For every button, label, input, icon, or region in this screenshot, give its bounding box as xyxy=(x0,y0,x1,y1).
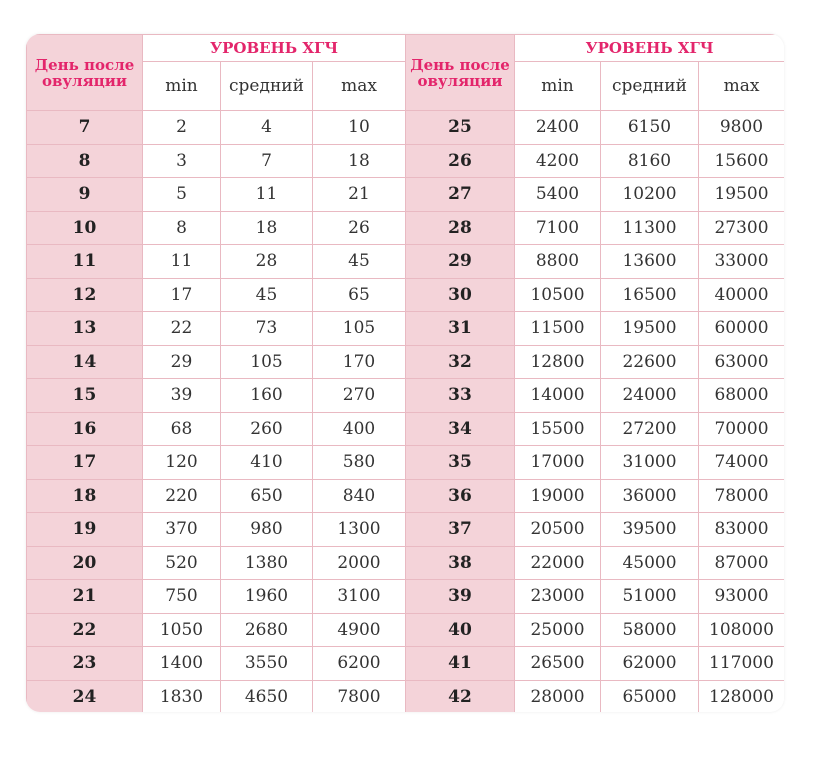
avg-cell-left: 7 xyxy=(221,144,313,178)
max-cell-left: 840 xyxy=(313,479,406,513)
min-cell-left: 750 xyxy=(143,580,221,614)
min-cell-right: 14000 xyxy=(515,379,601,413)
min-cell-left: 11 xyxy=(143,245,221,279)
hcg-table-card xyxy=(26,34,784,712)
table-row xyxy=(27,546,785,580)
max-cell-left: 10 xyxy=(313,111,406,145)
min-cell-left: 2 xyxy=(143,111,221,145)
min-cell-left: 17 xyxy=(143,278,221,312)
max-cell-left: 6200 xyxy=(313,647,406,681)
avg-cell-right: 65000 xyxy=(601,680,699,712)
avg-cell-right: 11300 xyxy=(601,211,699,245)
max-cell-left: 580 xyxy=(313,446,406,480)
avg-cell-left: 2680 xyxy=(221,613,313,647)
day-cell-right: 32 xyxy=(406,345,515,379)
max-cell-left: 4900 xyxy=(313,613,406,647)
min-cell-right: 4200 xyxy=(515,144,601,178)
min-cell-right: 20500 xyxy=(515,513,601,547)
table-row xyxy=(27,613,785,647)
min-cell-right: 8800 xyxy=(515,245,601,279)
table-row xyxy=(27,513,785,547)
day-cell-left: 10 xyxy=(27,211,143,245)
day-cell-right: 35 xyxy=(406,446,515,480)
table-body xyxy=(27,111,785,713)
max-cell-left: 2000 xyxy=(313,546,406,580)
min-cell-right: 23000 xyxy=(515,580,601,614)
min-header-right: min xyxy=(515,62,601,111)
day-cell-right: 25 xyxy=(406,111,515,145)
table-row xyxy=(27,111,785,145)
avg-cell-left: 410 xyxy=(221,446,313,480)
min-cell-right: 7100 xyxy=(515,211,601,245)
avg-cell-left: 45 xyxy=(221,278,313,312)
min-cell-right: 26500 xyxy=(515,647,601,681)
min-cell-right: 25000 xyxy=(515,613,601,647)
table-row xyxy=(27,580,785,614)
max-cell-right: 15600 xyxy=(699,144,785,178)
avg-cell-left: 105 xyxy=(221,345,313,379)
day-cell-right: 34 xyxy=(406,412,515,446)
table-row xyxy=(27,345,785,379)
day-cell-left: 7 xyxy=(27,111,143,145)
max-cell-left: 21 xyxy=(313,178,406,212)
min-cell-right: 5400 xyxy=(515,178,601,212)
avg-cell-right: 8160 xyxy=(601,144,699,178)
day-cell-left: 8 xyxy=(27,144,143,178)
min-cell-left: 5 xyxy=(143,178,221,212)
max-cell-left: 18 xyxy=(313,144,406,178)
max-cell-left: 3100 xyxy=(313,580,406,614)
avg-cell-right: 39500 xyxy=(601,513,699,547)
avg-cell-left: 160 xyxy=(221,379,313,413)
min-header-left: min xyxy=(143,62,221,111)
min-cell-left: 520 xyxy=(143,546,221,580)
max-cell-right: 68000 xyxy=(699,379,785,413)
max-cell-right: 19500 xyxy=(699,178,785,212)
min-cell-left: 29 xyxy=(143,345,221,379)
day-cell-left: 15 xyxy=(27,379,143,413)
max-cell-right: 128000 xyxy=(699,680,785,712)
min-cell-left: 68 xyxy=(143,412,221,446)
avg-header-left: средний xyxy=(221,62,313,111)
avg-cell-left: 980 xyxy=(221,513,313,547)
day-cell-right: 27 xyxy=(406,178,515,212)
max-cell-left: 65 xyxy=(313,278,406,312)
day-cell-left: 21 xyxy=(27,580,143,614)
max-cell-right: 60000 xyxy=(699,312,785,346)
day-cell-left: 16 xyxy=(27,412,143,446)
min-cell-left: 39 xyxy=(143,379,221,413)
day-cell-left: 23 xyxy=(27,647,143,681)
avg-cell-left: 4650 xyxy=(221,680,313,712)
table-row xyxy=(27,144,785,178)
avg-cell-right: 22600 xyxy=(601,345,699,379)
max-cell-right: 74000 xyxy=(699,446,785,480)
max-cell-right: 70000 xyxy=(699,412,785,446)
level-header-right: УРОВЕНЬ ХГЧ xyxy=(515,35,785,62)
day-header-right: День после овуляции xyxy=(406,35,515,111)
day-cell-right: 36 xyxy=(406,479,515,513)
table-row xyxy=(27,412,785,446)
max-cell-right: 9800 xyxy=(699,111,785,145)
avg-cell-right: 36000 xyxy=(601,479,699,513)
header-row-top xyxy=(27,35,785,62)
avg-cell-left: 28 xyxy=(221,245,313,279)
max-cell-right: 117000 xyxy=(699,647,785,681)
table-row xyxy=(27,278,785,312)
day-cell-left: 17 xyxy=(27,446,143,480)
min-cell-right: 19000 xyxy=(515,479,601,513)
avg-header-right: средний xyxy=(601,62,699,111)
min-cell-left: 220 xyxy=(143,479,221,513)
max-cell-left: 26 xyxy=(313,211,406,245)
day-cell-left: 12 xyxy=(27,278,143,312)
table-row xyxy=(27,479,785,513)
day-cell-left: 9 xyxy=(27,178,143,212)
day-cell-left: 14 xyxy=(27,345,143,379)
day-cell-left: 18 xyxy=(27,479,143,513)
min-cell-left: 1830 xyxy=(143,680,221,712)
avg-cell-right: 24000 xyxy=(601,379,699,413)
max-cell-left: 170 xyxy=(313,345,406,379)
avg-cell-right: 31000 xyxy=(601,446,699,480)
max-cell-right: 63000 xyxy=(699,345,785,379)
day-cell-right: 42 xyxy=(406,680,515,712)
min-cell-left: 3 xyxy=(143,144,221,178)
avg-cell-right: 10200 xyxy=(601,178,699,212)
max-cell-right: 27300 xyxy=(699,211,785,245)
avg-cell-left: 3550 xyxy=(221,647,313,681)
max-cell-right: 33000 xyxy=(699,245,785,279)
day-cell-left: 11 xyxy=(27,245,143,279)
avg-cell-right: 27200 xyxy=(601,412,699,446)
max-cell-right: 93000 xyxy=(699,580,785,614)
min-cell-right: 17000 xyxy=(515,446,601,480)
max-cell-left: 400 xyxy=(313,412,406,446)
min-cell-right: 28000 xyxy=(515,680,601,712)
table-row xyxy=(27,647,785,681)
day-cell-left: 24 xyxy=(27,680,143,712)
max-cell-left: 7800 xyxy=(313,680,406,712)
avg-cell-left: 4 xyxy=(221,111,313,145)
table-row xyxy=(27,680,785,712)
min-cell-right: 10500 xyxy=(515,278,601,312)
avg-cell-left: 260 xyxy=(221,412,313,446)
day-cell-right: 33 xyxy=(406,379,515,413)
day-cell-right: 40 xyxy=(406,613,515,647)
table-row xyxy=(27,211,785,245)
day-cell-right: 29 xyxy=(406,245,515,279)
min-cell-left: 120 xyxy=(143,446,221,480)
max-header-left: max xyxy=(313,62,406,111)
max-cell-left: 270 xyxy=(313,379,406,413)
avg-cell-right: 19500 xyxy=(601,312,699,346)
max-cell-right: 78000 xyxy=(699,479,785,513)
level-header-left: УРОВЕНЬ ХГЧ xyxy=(143,35,406,62)
min-cell-left: 22 xyxy=(143,312,221,346)
min-cell-right: 2400 xyxy=(515,111,601,145)
avg-cell-right: 62000 xyxy=(601,647,699,681)
min-cell-left: 1400 xyxy=(143,647,221,681)
table-row xyxy=(27,178,785,212)
avg-cell-left: 1380 xyxy=(221,546,313,580)
avg-cell-right: 51000 xyxy=(601,580,699,614)
day-cell-left: 13 xyxy=(27,312,143,346)
day-cell-right: 39 xyxy=(406,580,515,614)
day-cell-right: 37 xyxy=(406,513,515,547)
max-cell-left: 1300 xyxy=(313,513,406,547)
day-cell-left: 19 xyxy=(27,513,143,547)
max-cell-right: 108000 xyxy=(699,613,785,647)
avg-cell-left: 650 xyxy=(221,479,313,513)
avg-cell-left: 11 xyxy=(221,178,313,212)
min-cell-right: 12800 xyxy=(515,345,601,379)
avg-cell-right: 13600 xyxy=(601,245,699,279)
min-cell-right: 15500 xyxy=(515,412,601,446)
table-row xyxy=(27,245,785,279)
max-header-right: max xyxy=(699,62,785,111)
day-cell-left: 22 xyxy=(27,613,143,647)
max-cell-right: 83000 xyxy=(699,513,785,547)
day-cell-right: 28 xyxy=(406,211,515,245)
day-header-left: День после овуляции xyxy=(27,35,143,111)
max-cell-right: 87000 xyxy=(699,546,785,580)
table-row xyxy=(27,312,785,346)
min-cell-left: 1050 xyxy=(143,613,221,647)
min-cell-left: 8 xyxy=(143,211,221,245)
max-cell-left: 45 xyxy=(313,245,406,279)
min-cell-right: 22000 xyxy=(515,546,601,580)
table-row xyxy=(27,379,785,413)
avg-cell-right: 16500 xyxy=(601,278,699,312)
day-cell-right: 30 xyxy=(406,278,515,312)
max-cell-right: 40000 xyxy=(699,278,785,312)
table-row xyxy=(27,446,785,480)
day-cell-right: 41 xyxy=(406,647,515,681)
day-cell-left: 20 xyxy=(27,546,143,580)
day-cell-right: 38 xyxy=(406,546,515,580)
day-cell-right: 26 xyxy=(406,144,515,178)
avg-cell-right: 58000 xyxy=(601,613,699,647)
avg-cell-right: 6150 xyxy=(601,111,699,145)
max-cell-left: 105 xyxy=(313,312,406,346)
hcg-levels-table xyxy=(26,34,784,712)
avg-cell-left: 18 xyxy=(221,211,313,245)
avg-cell-left: 73 xyxy=(221,312,313,346)
min-cell-left: 370 xyxy=(143,513,221,547)
min-cell-right: 11500 xyxy=(515,312,601,346)
avg-cell-right: 45000 xyxy=(601,546,699,580)
day-cell-right: 31 xyxy=(406,312,515,346)
avg-cell-left: 1960 xyxy=(221,580,313,614)
